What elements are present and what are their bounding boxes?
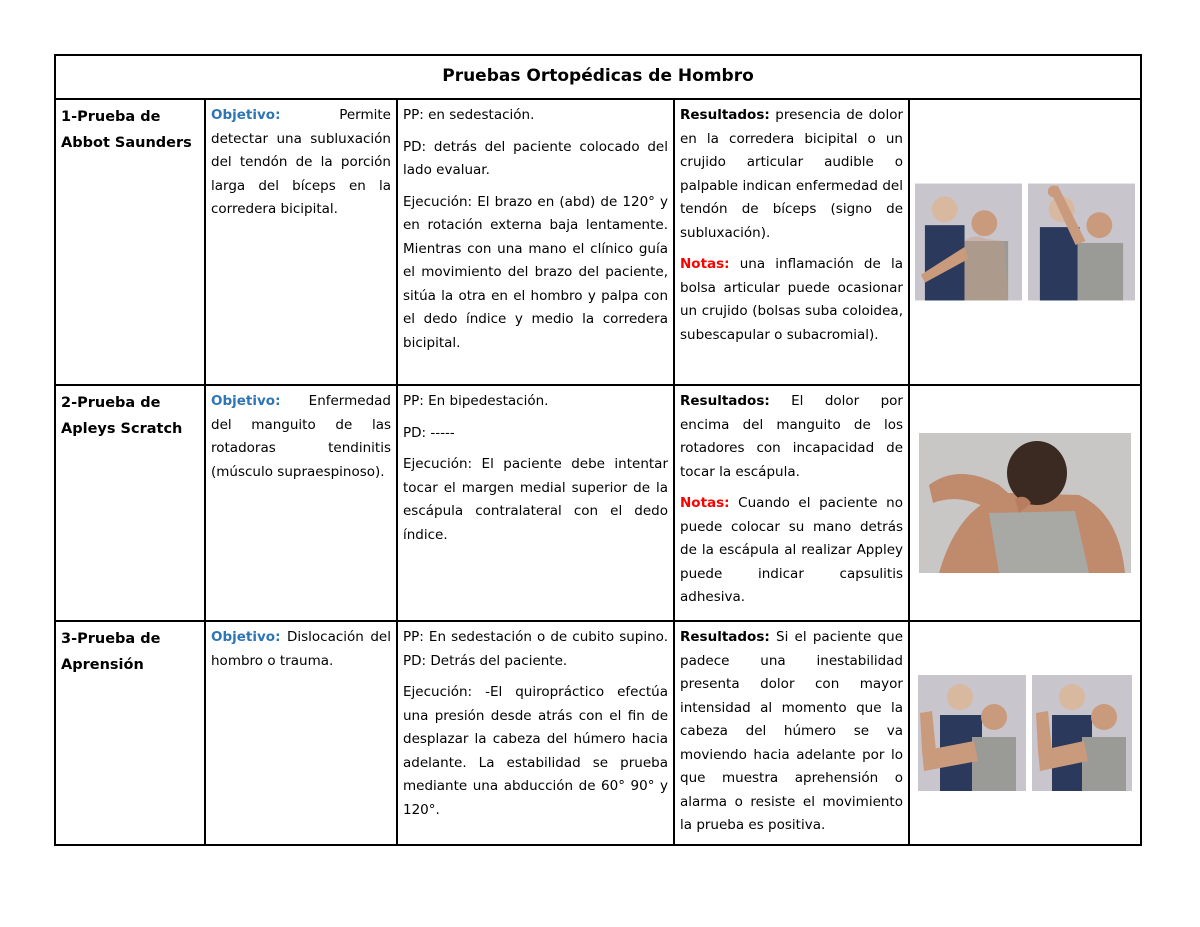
objective-label: Objetivo:: [211, 107, 281, 123]
table-row: [55, 385, 1141, 621]
execution-text: Ejecución: El paciente debe intentar tocar el margen medial superior de la escápula contralateral con el dedo índice.: [403, 456, 668, 543]
table-row: [55, 99, 1141, 385]
test-name: 2-Prueba de Apleys Scratch: [61, 395, 183, 437]
results-cell: [674, 385, 909, 621]
title-row: [55, 55, 1141, 99]
objective-text: Dislocación del hombro o trauma.: [211, 629, 391, 669]
doctor-position: PD: -----: [403, 424, 455, 441]
image-cell: [909, 385, 1141, 621]
test-name-cell: [55, 385, 205, 621]
patient-position: PP: En bipedestación.: [403, 393, 549, 409]
execution-text: Ejecución: -El quiropráctico efectúa una presión desde atrás con el fin de desplazar la cabeza del húmero hacia adelante. La estabilidad se prueba mediante una abducción de 60° 90° y 120°.: [403, 684, 668, 818]
results-cell: [674, 621, 909, 845]
procedure-cell: [397, 99, 674, 385]
image-cell: [909, 99, 1141, 385]
notes-label: Notas:: [680, 495, 730, 511]
execution-text: Ejecución: El brazo en (abd) de 120° y en rotación externa baja lentamente. Mientras con una mano el clínico guía el movimiento del brazo del paciente, sitúa la otra en el hombro y palpa con el dedo índice y medio la corredera bicipital.: [403, 193, 668, 351]
objective-label: Objetivo:: [211, 393, 281, 409]
procedure-cell: [397, 621, 674, 845]
orthopedic-tests-table: [54, 54, 1142, 846]
doctor-position: PD: detrás del paciente colocado del lado evaluar.: [403, 138, 668, 178]
procedure-cell: [397, 385, 674, 621]
test-photo: [915, 183, 1022, 301]
test-name-cell: [55, 621, 205, 845]
objective-cell: [205, 621, 397, 845]
notes-text: Cuando el paciente no puede colocar su mano detrás de la escápula al realizar Appley puede indicar capsulitis adhesiva.: [680, 495, 903, 605]
results-text: presencia de dolor en la corredera bicipital o un crujido articular audible o palpable indican enfermedad del tendón de bíceps (signo de subluxación).: [680, 107, 903, 241]
objective-cell: [205, 99, 397, 385]
objective-cell: [205, 385, 397, 621]
table-row: [55, 621, 1141, 845]
patient-position: PP: En sedestación o de cubito supino. PD: Detrás del paciente.: [403, 629, 668, 669]
notes-text: una inflamación de la bolsa articular puede ocasionar un crujido (bolsas suba coloidea, subescapular o subacromial).: [680, 256, 903, 343]
objective-text: Enfermedad del manguito de las rotadoras tendinitis (músculo supraespinoso).: [211, 393, 391, 480]
notes-label: Notas:: [680, 256, 730, 272]
image-cell: [909, 621, 1141, 845]
test-name: 1-Prueba de Abbot Saunders: [61, 109, 192, 151]
patient-position: PP: en sedestación.: [403, 107, 535, 123]
table-title: Pruebas Ortopédicas de Hombro: [55, 55, 1141, 99]
test-name: 3-Prueba de Aprensión: [61, 631, 161, 673]
results-label: Resultados:: [680, 629, 770, 645]
test-photo: [1032, 675, 1132, 791]
results-label: Resultados:: [680, 107, 770, 123]
results-text: El dolor por encima del manguito de los rotadores con incapacidad de tocar la escápula.: [680, 393, 903, 480]
test-photo: [1028, 183, 1135, 301]
objective-label: Objetivo:: [211, 629, 281, 645]
results-text: Si el paciente que padece una inestabilidad presenta dolor con mayor intensidad al momento que la cabeza del húmero se va moviendo hacia adelante por lo que muestra aprehensión o alarma o resiste el movimiento la prueba es positiva.: [680, 629, 903, 833]
test-photo: [918, 675, 1026, 791]
results-label: Resultados:: [680, 393, 770, 409]
results-cell: [674, 99, 909, 385]
test-name-cell: [55, 99, 205, 385]
test-photo: [919, 433, 1131, 573]
objective-text: Permite detectar una subluxación del tendón de la porción larga del bíceps en la corredera bicipital.: [211, 107, 391, 217]
